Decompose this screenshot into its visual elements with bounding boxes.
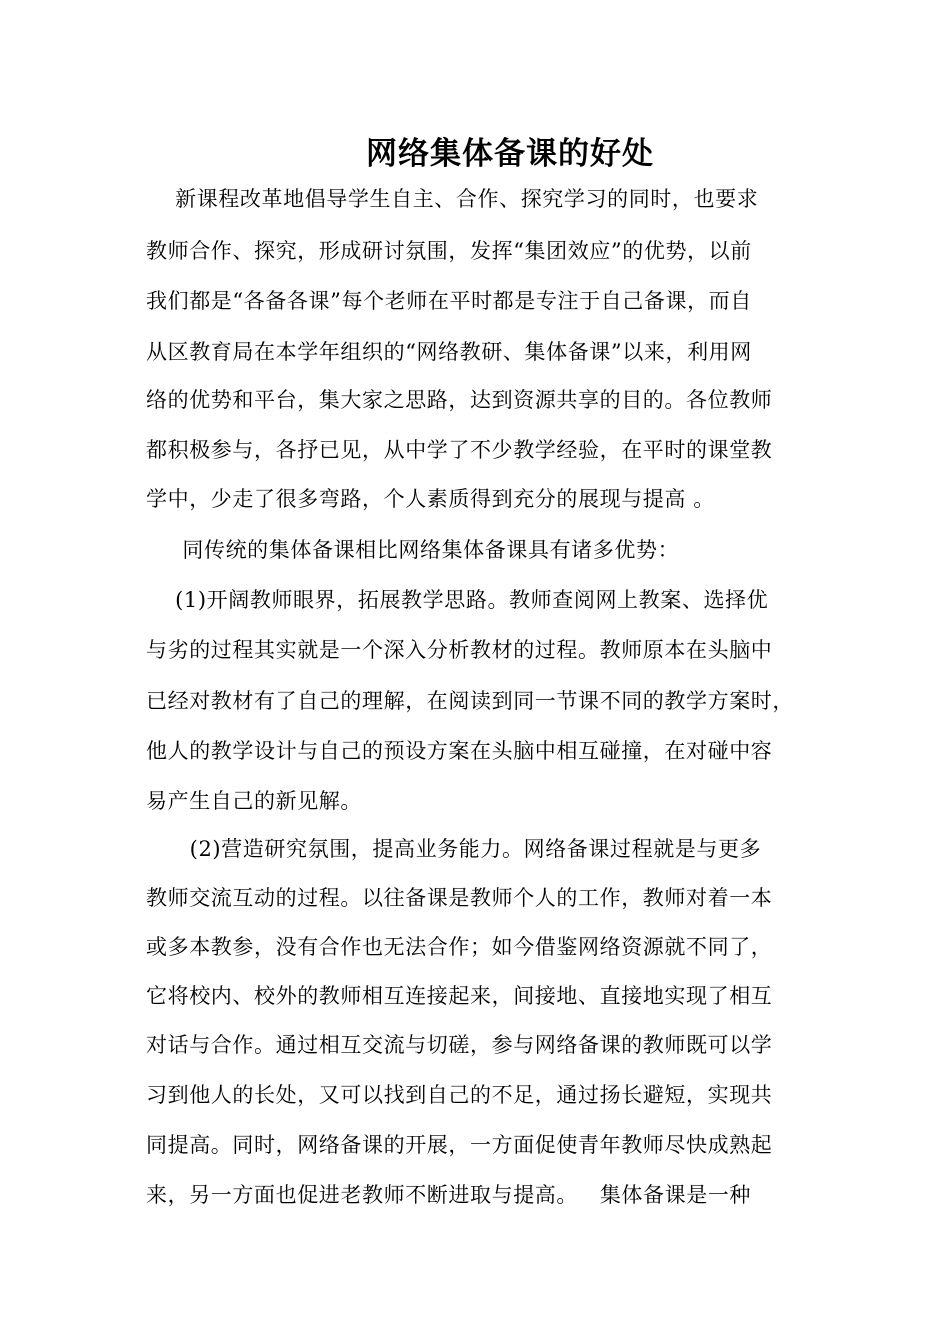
paragraph-line: 与劣的过程其实就是一个深入分析教材的过程。教师原本在头脑中 (146, 638, 773, 662)
paragraph-line: 从区教育局在本学年组织的“网络教研、集体备课”以来，利用网 (146, 340, 752, 364)
paragraph-line: 同传统的集体备课相比网络集体备课具有诸多优势： (146, 538, 680, 562)
paragraph-line: 对话与合作。通过相互交流与切磋，参与网络备课的教师既可以学 (146, 1033, 773, 1057)
paragraph-line: 或多本教参，没有合作也无法合作；如今借鉴网络资源就不同了， (146, 935, 773, 959)
paragraph-line: 同提高。同时，网络备课的开展，一方面促使青年教师尽快成熟起 (146, 1133, 773, 1157)
paragraph-line: 它将校内、校外的教师相互连接起来，间接地、直接地实现了相互 (146, 984, 773, 1008)
paragraph-line: 来，另一方面也促进老教师不断进取与提高。 集体备课是一种 (146, 1183, 752, 1207)
paragraph-line: 学中，少走了很多弯路，个人素质得到充分的展现与提高 。 (146, 487, 715, 511)
paragraph-line: 我们都是“各备各课”每个老师在平时都是专注于自己备课，而自 (146, 289, 752, 313)
paragraph-line: 都积极参与，各抒已见，从中学了不少教学经验，在平时的课堂教 (146, 438, 773, 462)
paragraph-line: 新课程改革地倡导学生自主、合作、探究学习的同时，也要求 (146, 187, 759, 211)
paragraph-line: 教师合作、探究，形成研讨氛围，发挥“集团效应”的优势，以前 (146, 239, 752, 263)
document-title: 网络集体备课的好处 (366, 136, 654, 172)
paragraph-line: 已经对教材有了自己的理解，在阅读到同一节课不同的教学方案时， (146, 689, 794, 713)
paragraph-line: 络的优势和平台，集大家之思路，达到资源共享的目的。各位教师 (146, 388, 773, 412)
paragraph-line: 易产生自己的新见解。 (146, 789, 362, 813)
paragraph-line: 习到他人的长处，又可以找到自己的不足，通过扬长避短，实现共 (146, 1083, 773, 1107)
paragraph-line: (2)营造研究氛围，提高业务能力。网络备课过程就是与更多 (146, 837, 762, 861)
paragraph-line: 他人的教学设计与自己的预设方案在头脑中相互碰撞，在对碰中容 (146, 739, 773, 763)
paragraph-line: (1)开阔教师眼界，拓展教学思路。教师查阅网上教案、选择优 (146, 588, 769, 612)
paragraph-line: 教师交流互动的过程。以往备课是教师个人的工作，教师对着一本 (146, 886, 773, 910)
